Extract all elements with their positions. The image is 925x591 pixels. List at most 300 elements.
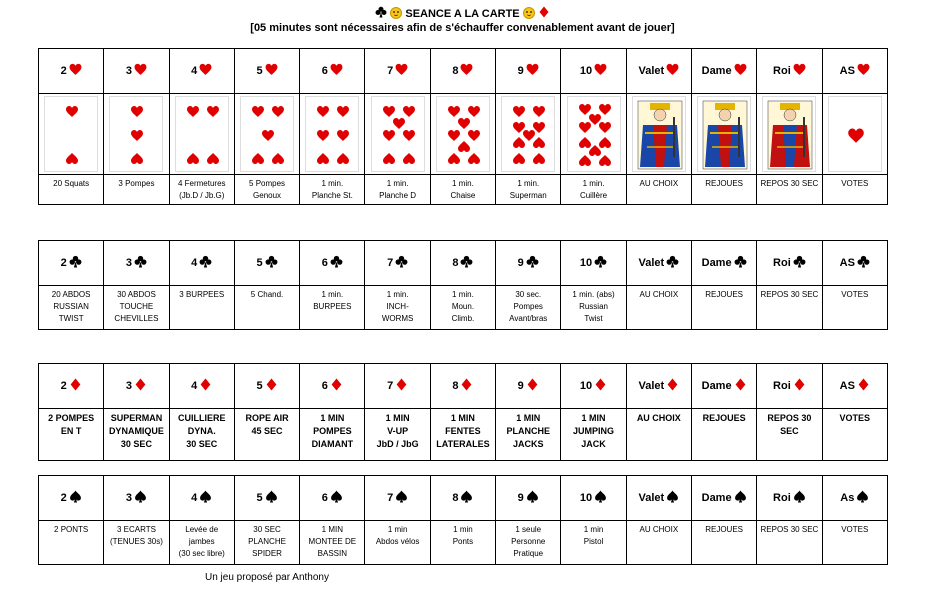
card-pip: [337, 130, 349, 141]
rank-cell: [561, 49, 626, 94]
rank-cell: [626, 476, 691, 521]
smiley-icon: [390, 7, 402, 19]
card-pip: [187, 153, 199, 164]
exercise-cell: [691, 521, 756, 565]
exercise-text: 1 seule Personne Pratique: [511, 525, 546, 558]
club-icon: [375, 6, 387, 22]
exercise-text: 1 min. Planche D: [379, 179, 417, 200]
exercise-cell: [39, 409, 104, 461]
exercise-text: REPOS 30 SEC: [767, 413, 812, 436]
spade-icon: [734, 490, 747, 506]
card-pip: [599, 155, 611, 166]
card-pip: [131, 153, 143, 164]
rank-cell: [757, 364, 822, 409]
exercise-cell: [169, 286, 234, 330]
exercise-text: 1 min. Planche St.: [311, 179, 353, 200]
rank-label: AS: [839, 379, 855, 392]
card-pip: [403, 106, 415, 117]
exercise-text: REJOUES: [705, 179, 744, 188]
card-pip: [207, 106, 219, 117]
club-icon: [199, 255, 212, 271]
diamond-icon: [526, 378, 539, 394]
rank-label: 2: [60, 256, 67, 269]
rank-label: 6: [321, 256, 328, 269]
diamond-icon: [857, 378, 870, 394]
club-icon: [594, 255, 607, 271]
rank-cell: [626, 49, 691, 94]
exercise-cell: [626, 286, 691, 330]
card-pip: [393, 118, 405, 129]
exercise-text: ROPE AIR 45 SEC: [245, 413, 289, 436]
rank-cell: [496, 49, 561, 94]
rank-cell: [430, 49, 495, 94]
rank-label: Roi: [773, 379, 791, 392]
heart-icon: [199, 63, 212, 79]
spade-icon: [134, 490, 147, 506]
card-pip: [533, 122, 545, 133]
rank-label: 5: [256, 64, 263, 77]
rank-cell: [496, 364, 561, 409]
card-pip: [579, 155, 591, 166]
rank-cell: [430, 476, 495, 521]
club-icon: [857, 255, 870, 271]
exercise-cell: [39, 286, 104, 330]
rank-cell: [365, 241, 430, 286]
rank-cell: [691, 241, 756, 286]
exercise-cell: [757, 409, 822, 461]
club-icon: [526, 255, 539, 271]
rank-label: AS: [839, 256, 855, 269]
exercise-row: [39, 286, 888, 330]
card-pip: [513, 122, 525, 133]
rank-label: 5: [256, 491, 263, 504]
club-icon: [330, 255, 343, 271]
exercise-cell: [626, 521, 691, 565]
rank-row: [39, 364, 888, 409]
rank-cell: [430, 364, 495, 409]
rank-label: 7: [387, 491, 394, 504]
diamonds-table: [38, 363, 888, 461]
heart-icon: [395, 63, 408, 79]
rank-cell: [104, 364, 169, 409]
exercise-cell: [691, 286, 756, 330]
exercise-cell: [430, 409, 495, 461]
rank-cell: [300, 49, 365, 94]
card-pip: [579, 122, 591, 133]
diamond-icon: [793, 378, 806, 394]
title-text: SEANCE A LA CARTE: [405, 7, 520, 20]
exercise-text: 1 min. BURPEES: [313, 290, 352, 311]
exercise-cell: [300, 175, 365, 205]
rank-label: Valet: [638, 491, 665, 504]
rank-cell: [234, 241, 299, 286]
rank-cell: [169, 49, 234, 94]
rank-label: 3: [125, 379, 132, 392]
card-pip: [131, 106, 143, 117]
rank-cell: [822, 241, 887, 286]
diamond-icon: [460, 378, 473, 394]
heart-icon: [793, 63, 806, 79]
rank-label: 8: [452, 379, 459, 392]
heart-icon: [134, 63, 147, 79]
exercise-cell: [169, 521, 234, 565]
exercise-text: AU CHOIX: [639, 525, 679, 534]
rank-label: 7: [387, 64, 394, 77]
exercise-text: SUPERMAN DYNAMIQUE 30 SEC: [108, 413, 164, 449]
card-pip: [337, 106, 349, 117]
rank-cell: [300, 476, 365, 521]
spade-icon: [395, 490, 408, 506]
rank-label: 10: [579, 379, 593, 392]
card-cell: [757, 94, 822, 175]
card-pip: [272, 106, 284, 117]
exercise-cell: [169, 409, 234, 461]
exercise-text: 1 MIN POMPES DIAMANT: [311, 413, 354, 449]
exercise-text: 3 ECARTS (TENUES 30s): [109, 525, 163, 546]
rank-label: Valet: [638, 379, 665, 392]
rank-cell: [365, 476, 430, 521]
exercise-cell: [757, 521, 822, 565]
card-pip: [448, 106, 460, 117]
exercise-cell: [757, 175, 822, 205]
rank-label: 7: [387, 379, 394, 392]
exercise-cell: [300, 286, 365, 330]
rank-cell: [822, 476, 887, 521]
rank-label: Valet: [638, 64, 665, 77]
rank-label: Dame: [701, 256, 732, 269]
rank-label: 2: [60, 491, 67, 504]
rank-cell: [169, 241, 234, 286]
rank-cell: [626, 364, 691, 409]
card-pip: [458, 141, 470, 152]
exercise-cell: [430, 286, 495, 330]
exercise-cell: [822, 521, 887, 565]
exercise-text: VOTES: [841, 179, 869, 188]
spade-icon: [793, 490, 806, 506]
smiley-icon: [523, 7, 535, 19]
rank-label: 8: [452, 491, 459, 504]
rank-row: [39, 49, 888, 94]
rank-label: 2: [60, 64, 67, 77]
card-pip: [599, 122, 611, 133]
rank-cell: [234, 476, 299, 521]
rank-cell: [561, 476, 626, 521]
exercise-text: 1 min Pistol: [583, 525, 604, 546]
rank-label: 2: [60, 379, 67, 392]
heart-icon: [460, 63, 473, 79]
rank-label: 4: [191, 256, 198, 269]
playing-card-9-hearts: [501, 96, 555, 172]
card-cell: [626, 94, 691, 175]
card-cell: [300, 94, 365, 175]
card-pip: [579, 137, 591, 148]
rank-label: As: [840, 491, 855, 504]
exercise-text: REPOS 30 SEC: [760, 525, 819, 534]
club-icon: [734, 255, 747, 271]
hearts-table: [38, 48, 888, 205]
exercise-cell: [365, 175, 430, 205]
card-pip: [468, 106, 480, 117]
exercise-text: 5 Chand.: [250, 290, 284, 299]
card-cell: [104, 94, 169, 175]
rank-label: 9: [517, 256, 524, 269]
rank-cell: [822, 49, 887, 94]
exercise-cell: [822, 175, 887, 205]
rank-cell: [365, 364, 430, 409]
exercise-text: REJOUES: [705, 290, 744, 299]
spade-icon: [265, 490, 278, 506]
card-pip: [533, 153, 545, 164]
exercise-cell: [234, 521, 299, 565]
card-pip: [337, 153, 349, 164]
card-pip: [252, 106, 264, 117]
face-figure: [768, 101, 812, 169]
card-cell: [561, 94, 626, 175]
card-pip: [513, 106, 525, 117]
rank-label: Dame: [701, 491, 732, 504]
exercise-cell: [365, 521, 430, 565]
rank-cell: [169, 476, 234, 521]
spade-icon: [526, 490, 539, 506]
exercise-cell: [496, 409, 561, 461]
spade-icon: [330, 490, 343, 506]
exercise-cell: [365, 286, 430, 330]
card-cell: [496, 94, 561, 175]
card-pip: [383, 153, 395, 164]
card-cell: [169, 94, 234, 175]
diamond-icon: [199, 378, 212, 394]
card-pip: [513, 153, 525, 164]
rank-label: 3: [125, 491, 132, 504]
rank-cell: [39, 364, 104, 409]
playing-card-2-hearts: [44, 96, 98, 172]
rank-label: 9: [517, 64, 524, 77]
club-icon: [666, 255, 679, 271]
rank-label: 4: [191, 491, 198, 504]
exercise-cell: [300, 409, 365, 461]
playing-card-ace-hearts: [828, 96, 882, 172]
exercise-cell: [691, 409, 756, 461]
exercise-text: REPOS 30 SEC: [760, 179, 819, 188]
exercise-cell: [561, 175, 626, 205]
rank-label: 6: [321, 64, 328, 77]
playing-card-jack-hearts: [632, 96, 686, 172]
exercise-cell: [561, 286, 626, 330]
playing-card-7-hearts: [371, 96, 425, 172]
heart-icon: [265, 63, 278, 79]
rank-cell: [234, 364, 299, 409]
rank-label: 6: [321, 379, 328, 392]
exercise-text: 3 BURPEES: [179, 290, 225, 299]
card-pip: [513, 137, 525, 148]
rank-label: Roi: [773, 256, 791, 269]
rank-cell: [757, 49, 822, 94]
exercise-text: VOTES: [841, 290, 869, 299]
rank-label: 9: [517, 491, 524, 504]
exercise-text: 3 Pompes: [118, 179, 155, 188]
spade-icon: [199, 490, 212, 506]
rank-cell: [104, 476, 169, 521]
card-pip: [66, 106, 78, 117]
heart-icon: [857, 63, 870, 79]
exercise-text: 20 Squats: [53, 179, 90, 188]
club-icon: [793, 255, 806, 271]
card-pip: [533, 106, 545, 117]
exercise-text: 1 min. Chaise: [450, 179, 476, 200]
exercise-row: [39, 409, 888, 461]
rank-cell: [430, 241, 495, 286]
exercise-text: REJOUES: [702, 413, 746, 423]
exercise-cell: [39, 175, 104, 205]
exercise-cell: [496, 286, 561, 330]
card-cell: [39, 94, 104, 175]
rank-cell: [39, 241, 104, 286]
exercise-text: 30 ABDOS TOUCHE CHEVILLES: [114, 290, 159, 323]
spade-icon: [594, 490, 607, 506]
card-pip: [317, 130, 329, 141]
face-figure: [638, 101, 682, 169]
rank-cell: [691, 364, 756, 409]
heart-icon: [734, 63, 747, 79]
footer-credit: Un jeu proposé par Anthony: [205, 572, 329, 583]
rank-label: 3: [125, 64, 132, 77]
card-pip: [589, 145, 601, 156]
exercise-text: 1 MIN MONTEE DE BASSIN: [308, 525, 357, 558]
card-pip: [448, 130, 460, 141]
diamond-icon: [69, 378, 82, 394]
card-pip: [458, 118, 470, 129]
exercise-text: 2 POMPES EN T: [48, 413, 95, 436]
rank-label: Roi: [773, 64, 791, 77]
card-pip: [317, 106, 329, 117]
card-pip: [848, 129, 864, 143]
rank-label: 10: [579, 256, 593, 269]
exercise-cell: [365, 409, 430, 461]
page-subtitle: [05 minutes sont nécessaires afin de s'échauffer convenablement avant de jouer]: [250, 22, 675, 34]
heart-icon: [666, 63, 679, 79]
card-cell: [822, 94, 887, 175]
exercise-cell: [169, 175, 234, 205]
rank-cell: [626, 241, 691, 286]
rank-cell: [104, 241, 169, 286]
rank-label: 4: [191, 64, 198, 77]
rank-cell: [234, 49, 299, 94]
exercise-text: 1 MIN PLANCHE JACKS: [506, 413, 550, 449]
exercise-text: 30 sec. Pompes Avant/bras: [509, 290, 548, 323]
rank-label: 5: [256, 256, 263, 269]
rank-label: 9: [517, 379, 524, 392]
club-icon: [395, 255, 408, 271]
playing-card-3-hearts: [109, 96, 163, 172]
diamond-icon: [265, 378, 278, 394]
rank-cell: [822, 364, 887, 409]
rank-label: 10: [579, 491, 593, 504]
club-icon: [134, 255, 147, 271]
card-pip: [579, 104, 591, 115]
rank-label: Roi: [773, 491, 791, 504]
exercise-cell: [430, 521, 495, 565]
exercise-cell: [234, 175, 299, 205]
rank-label: Valet: [638, 256, 665, 269]
rank-cell: [300, 241, 365, 286]
exercise-cell: [822, 286, 887, 330]
rank-label: Dame: [701, 64, 732, 77]
rank-row: [39, 241, 888, 286]
exercise-text: VOTES: [841, 525, 869, 534]
card-pip: [533, 137, 545, 148]
card-cell: [365, 94, 430, 175]
face-figure: [703, 101, 747, 169]
card-pip: [207, 153, 219, 164]
rank-cell: [496, 241, 561, 286]
exercise-cell: [300, 521, 365, 565]
club-icon: [69, 255, 82, 271]
exercise-text: REJOUES: [705, 525, 744, 534]
exercise-cell: [561, 521, 626, 565]
exercise-text: 1 min Ponts: [452, 525, 474, 546]
exercise-row: [39, 175, 888, 205]
exercise-text: 1 MIN V-UP JbD / JbG: [376, 413, 419, 449]
heart-icon: [330, 63, 343, 79]
rank-label: 6: [321, 491, 328, 504]
card-pip: [317, 153, 329, 164]
rank-label: 8: [452, 256, 459, 269]
diamond-icon: [734, 378, 747, 394]
heart-icon: [69, 63, 82, 79]
card-pip: [403, 153, 415, 164]
exercise-cell: [496, 521, 561, 565]
exercise-cell: [104, 521, 169, 565]
rank-cell: [496, 476, 561, 521]
exercise-text: 1 min. Superman: [509, 179, 547, 200]
card-pip: [383, 130, 395, 141]
diamond-icon: [666, 378, 679, 394]
page-title: [0, 6, 925, 22]
rank-cell: [365, 49, 430, 94]
card-pip: [131, 130, 143, 141]
club-icon: [265, 255, 278, 271]
exercise-cell: [822, 409, 887, 461]
playing-card-8-hearts: [436, 96, 490, 172]
spade-icon: [460, 490, 473, 506]
diamond-icon: [134, 378, 147, 394]
card-pip: [252, 153, 264, 164]
rank-cell: [757, 241, 822, 286]
card-pip: [187, 106, 199, 117]
exercise-cell: [430, 175, 495, 205]
playing-card-10-hearts: [567, 96, 621, 172]
exercise-text: REPOS 30 SEC: [760, 290, 819, 299]
spade-icon: [69, 490, 82, 506]
exercise-cell: [561, 409, 626, 461]
rank-cell: [561, 364, 626, 409]
exercise-cell: [757, 286, 822, 330]
card-pip: [403, 130, 415, 141]
exercise-text: 1 min. (abs) Russian Twist: [572, 290, 615, 323]
exercise-text: 1 MIN JUMPING JACK: [573, 413, 615, 449]
card-pip: [599, 137, 611, 148]
rank-label: 3: [125, 256, 132, 269]
exercise-cell: [39, 521, 104, 565]
exercise-cell: [104, 286, 169, 330]
card-pip: [66, 153, 78, 164]
card-row: [39, 94, 888, 175]
diamond-icon: [594, 378, 607, 394]
diamond-icon: [330, 378, 343, 394]
rank-label: 7: [387, 256, 394, 269]
spade-icon: [666, 490, 679, 506]
exercise-cell: [626, 175, 691, 205]
